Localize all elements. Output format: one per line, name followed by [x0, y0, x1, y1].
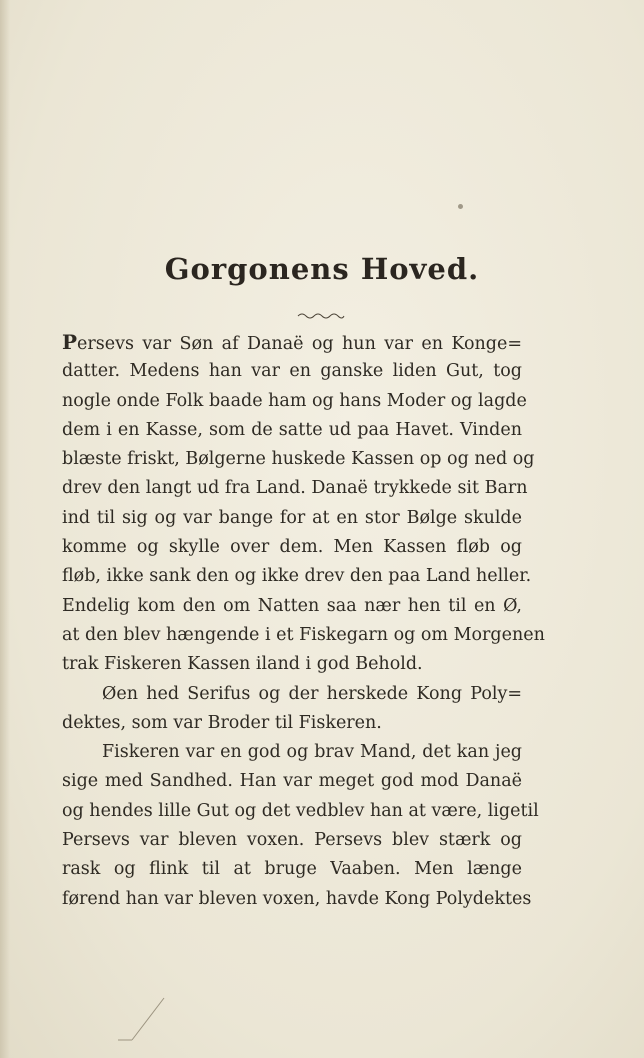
- page-crease-mark: [118, 996, 168, 1042]
- text-line: førend han var bleven voxen, havde Kong Polydektes: [62, 888, 532, 909]
- text-line: at den blev hængende i et Fiskegarn og om Morgenen: [62, 624, 545, 645]
- text-line: trak Fiskeren Kassen iland i god Behold.: [62, 654, 423, 675]
- text-line-rest: ersevs var Søn af Danaë og hun var en Konge=: [77, 334, 522, 354]
- text-line: [62, 328, 522, 357]
- text-line: og hendes lille Gut og det vedblev han at være, ligetil: [62, 800, 539, 821]
- text-line: drev den langt ud fra Land. Danaë trykkede sit Barn: [62, 478, 528, 499]
- text-line: ind til sig og var bange for at en stor Bølge skulde: [62, 507, 522, 528]
- title-ornament-icon: [296, 310, 346, 322]
- page-gutter-shadow: [0, 0, 10, 1058]
- text-line: nogle onde Folk baade ham og hans Moder og lagde: [62, 390, 527, 411]
- text-line: Øen hed Serifus og der herskede Kong Poly=: [102, 683, 522, 704]
- text-line: datter. Medens han var en ganske liden Gut, tog: [62, 361, 522, 382]
- text-line: Endelig kom den om Natten saa nær hen til en Ø,: [62, 595, 522, 616]
- body-text: [62, 328, 545, 914]
- text-line: blæste friskt, Bølgerne huskede Kassen op og ned og: [62, 449, 535, 470]
- ink-spot: [458, 204, 463, 209]
- text-line: rask og flink til at bruge Vaaben. Men længe: [62, 859, 522, 880]
- text-line: komme og skylle over dem. Men Kassen fløb og: [62, 537, 522, 558]
- text-line: sige med Sandhed. Han var meget god mod Danaë: [62, 771, 522, 792]
- chapter-title: Gorgonens Hoved.: [164, 252, 480, 286]
- text-line: dektes, som var Broder til Fiskeren.: [62, 712, 382, 733]
- text-line: dem i en Kasse, som de satte ud paa Havet. Vinden: [62, 419, 522, 440]
- drop-cap: P: [62, 330, 78, 354]
- text-line: Persevs var bleven voxen. Persevs blev stærk og: [62, 830, 522, 851]
- text-line: fløb, ikke sank den og ikke drev den paa Land heller.: [62, 566, 532, 587]
- text-line: Fiskeren var en god og brav Mand, det kan jeg: [102, 742, 522, 763]
